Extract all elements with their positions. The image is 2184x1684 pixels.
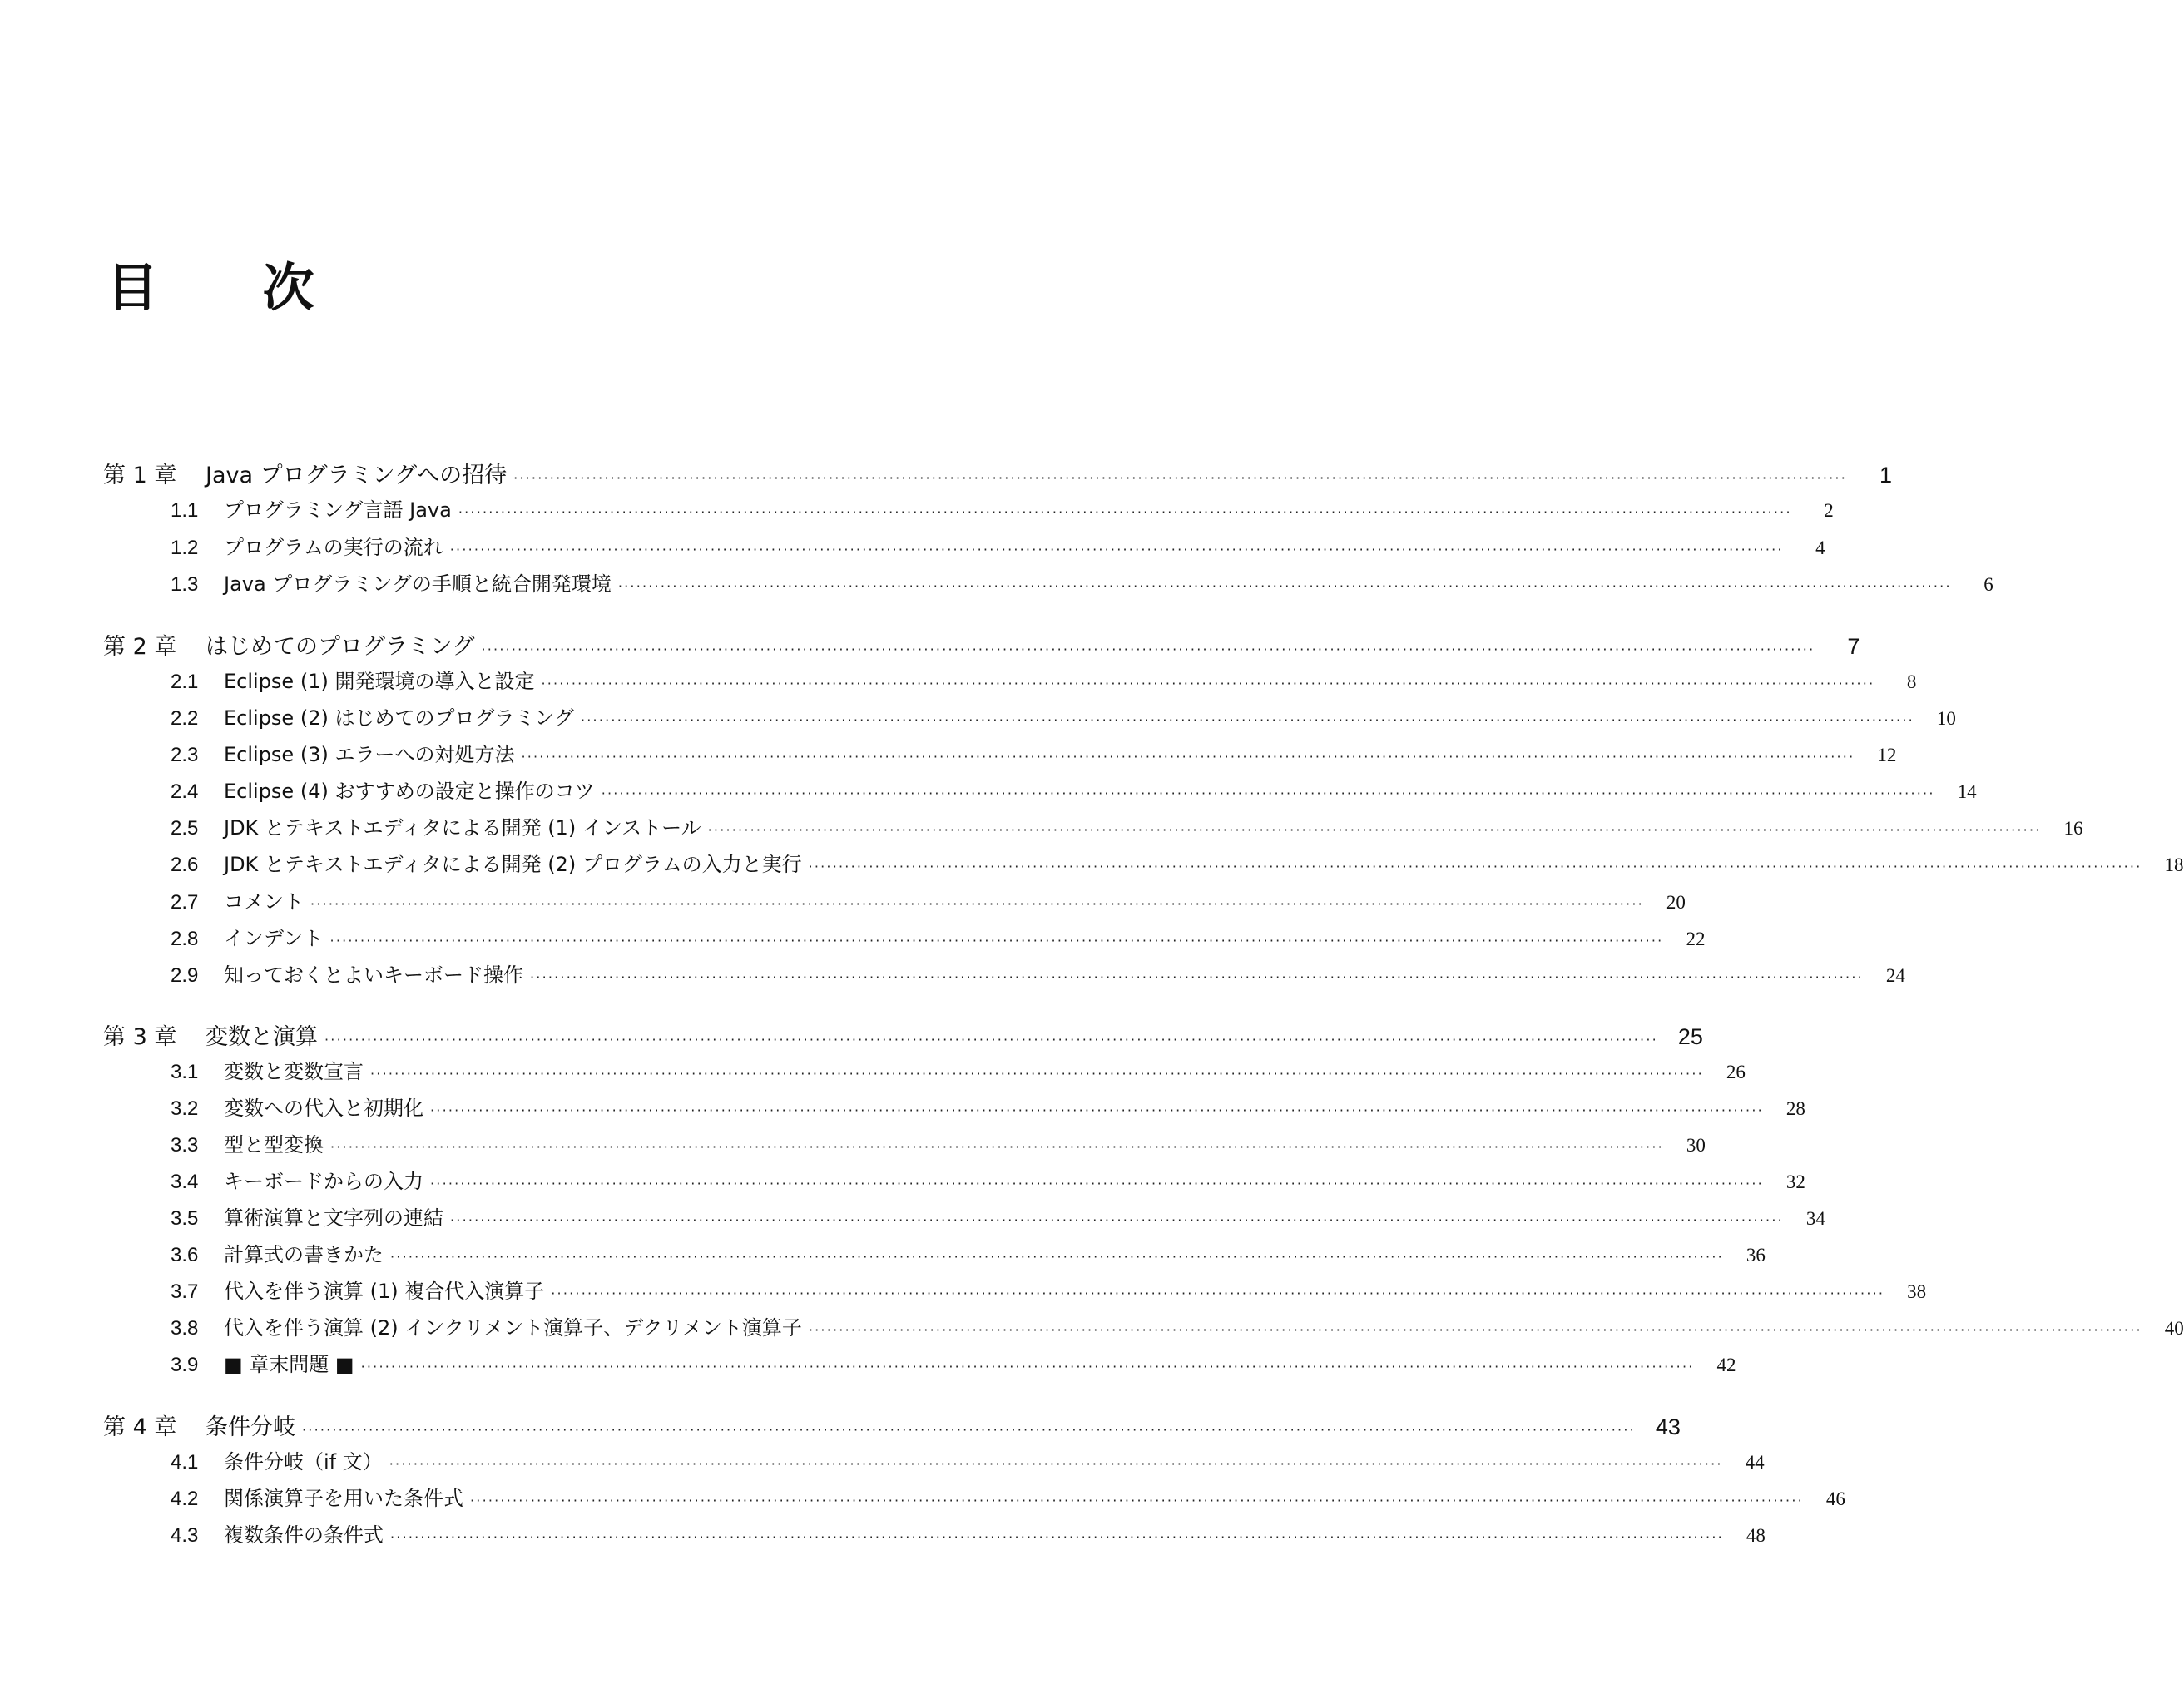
toc-section-1-3[interactable] <box>171 569 1993 599</box>
section-page-number: 32 <box>1785 1171 1805 1192</box>
toc-section-2-4[interactable] <box>171 776 1977 806</box>
toc-section-2-9[interactable] <box>171 960 1905 990</box>
dot-leader: ···························································································································································································································· <box>458 504 1792 520</box>
section-page-number: 12 <box>1877 745 1897 765</box>
section-number: 4.3 <box>171 1524 199 1547</box>
dot-leader: ···························································································································································································································· <box>617 578 1952 594</box>
dot-leader: ···························································································································································································································· <box>601 785 1935 801</box>
chapter-page-number: 1 <box>1879 463 1892 488</box>
section-page-number: 2 <box>1824 500 1834 521</box>
section-title: プログラミング言語 Java <box>224 498 452 522</box>
section-title: インデント <box>224 927 324 950</box>
section-title: 計算式の書きかた <box>224 1243 384 1266</box>
dot-leader: ···························································································································································································································· <box>330 1139 1664 1155</box>
section-number: 3.1 <box>171 1061 199 1083</box>
section-number: 2.5 <box>171 817 199 840</box>
dot-leader: ···························································································································································································································· <box>450 1212 1784 1228</box>
section-page-number: 42 <box>1716 1355 1736 1375</box>
dot-leader: ···························································································································································································································· <box>329 933 1664 948</box>
dot-leader: ···························································································································································································································· <box>324 1032 1658 1048</box>
toc-section-3-1[interactable] <box>171 1057 1746 1087</box>
section-number: 3.4 <box>171 1171 199 1193</box>
chapter-page-number: 25 <box>1677 1024 1703 1049</box>
chapter-title: はじめてのプログラミング <box>206 634 475 660</box>
dot-leader: ···························································································································································································································· <box>302 1422 1636 1438</box>
section-title: コメント <box>224 890 304 914</box>
section-page-number: 40 <box>2164 1318 2184 1339</box>
section-number: 2.3 <box>171 744 199 766</box>
section-title: 代入を伴う演算 (2) インクリメント演算子、デクリメント演算子 <box>224 1316 802 1340</box>
toc-section-4-2[interactable] <box>171 1483 1845 1513</box>
toc-section-3-8[interactable] <box>171 1313 2184 1343</box>
section-title: 算術演算と文字列の連結 <box>224 1206 443 1230</box>
dot-leader: ···························································································································································································································· <box>481 641 1815 657</box>
toc-section-4-1[interactable] <box>171 1447 1765 1477</box>
toc-section-2-7[interactable] <box>171 887 1686 917</box>
chapter-number: 第 1 章 <box>103 463 177 488</box>
section-page-number: 38 <box>1907 1281 1927 1302</box>
section-page-number: 20 <box>1666 892 1686 913</box>
toc-chapter-2[interactable] <box>103 630 1860 663</box>
toc-section-3-7[interactable] <box>171 1276 1927 1306</box>
dot-leader: ···························································································································································································································· <box>470 1493 1804 1508</box>
toc-section-1-2[interactable] <box>171 532 1825 562</box>
toc-chapter-1[interactable] <box>103 458 1892 492</box>
toc-section-2-1[interactable] <box>171 666 1917 696</box>
chapter-number: 第 3 章 <box>103 1024 177 1050</box>
section-page-number: 44 <box>1745 1452 1765 1473</box>
chapter-page-number: 7 <box>1847 634 1860 659</box>
section-page-number: 24 <box>1885 965 1905 986</box>
section-page-number: 8 <box>1906 671 1917 692</box>
dot-leader: ···························································································································································································································· <box>707 822 2042 838</box>
section-page-number: 18 <box>2164 854 2184 875</box>
section-title: Eclipse (4) おすすめの設定と操作のコツ <box>224 780 595 803</box>
section-title: 変数への代入と初期化 <box>224 1097 423 1120</box>
section-title: 知っておくとよいキーボード操作 <box>224 963 523 987</box>
section-page-number: 46 <box>1825 1488 1845 1509</box>
section-number: 3.2 <box>171 1097 199 1120</box>
section-page-number: 10 <box>1936 708 1956 729</box>
toc-chapter-3[interactable] <box>103 1020 1703 1053</box>
toc-section-3-5[interactable] <box>171 1203 1825 1233</box>
section-page-number: 4 <box>1815 537 1825 558</box>
section-number: 4.1 <box>171 1451 199 1474</box>
dot-leader: ···························································································································································································································· <box>430 1102 1764 1118</box>
toc-section-1-1[interactable] <box>171 495 1834 525</box>
toc-section-3-9[interactable] <box>171 1350 1736 1379</box>
section-title: 条件分岐（if 文） <box>224 1450 383 1474</box>
section-title: ■ 章末問題 ■ <box>224 1353 354 1376</box>
section-number: 2.6 <box>171 854 199 876</box>
dot-leader: ···························································································································································································································· <box>580 712 1914 728</box>
toc-section-2-3[interactable] <box>171 740 1897 770</box>
chapter-title: 条件分岐 <box>206 1414 295 1440</box>
dot-leader: ···························································································································································································································· <box>808 1322 2142 1338</box>
section-number: 2.8 <box>171 928 199 950</box>
section-title: 関係演算子を用いた条件式 <box>224 1487 463 1510</box>
toc-section-3-6[interactable] <box>171 1240 1766 1270</box>
section-number: 3.9 <box>171 1354 199 1376</box>
dot-leader: ···························································································································································································································· <box>390 1529 1724 1545</box>
dot-leader: ···························································································································································································································· <box>430 1176 1764 1191</box>
section-title: 代入を伴う演算 (1) 複合代入演算子 <box>224 1280 545 1303</box>
section-page-number: 14 <box>1957 781 1977 802</box>
section-page-number: 48 <box>1746 1525 1766 1546</box>
chapter-page-number: 43 <box>1655 1414 1681 1439</box>
dot-leader: ···························································································································································································································· <box>360 1359 1695 1374</box>
toc-section-4-3[interactable] <box>171 1520 1766 1550</box>
toc-section-3-2[interactable] <box>171 1093 1805 1123</box>
section-number: 3.7 <box>171 1280 199 1303</box>
dot-leader: ···························································································································································································································· <box>530 969 1864 985</box>
section-title: 型と型変換 <box>224 1133 324 1157</box>
section-number: 1.3 <box>171 573 199 596</box>
section-number: 2.4 <box>171 780 199 803</box>
toc-section-2-5[interactable] <box>171 813 2083 843</box>
section-title: プログラムの実行の流れ <box>224 536 443 559</box>
dot-leader: ···························································································································································································································· <box>808 859 2142 874</box>
toc-section-2-2[interactable] <box>171 703 1956 733</box>
page-title: 目 次 <box>106 257 358 318</box>
section-title: Eclipse (2) はじめてのプログラミング <box>224 706 574 730</box>
section-number: 3.6 <box>171 1244 199 1266</box>
dot-leader: ···························································································································································································································· <box>389 1456 1723 1472</box>
section-number: 1.2 <box>171 537 199 559</box>
toc-chapter-4[interactable] <box>103 1410 1681 1444</box>
dot-leader: ···························································································································································································································· <box>449 542 1784 557</box>
section-number: 4.2 <box>171 1488 199 1510</box>
section-page-number: 22 <box>1686 929 1706 949</box>
section-number: 2.2 <box>171 707 199 730</box>
section-page-number: 36 <box>1746 1245 1766 1265</box>
section-page-number: 28 <box>1785 1098 1805 1119</box>
section-number: 2.9 <box>171 964 199 987</box>
section-number: 2.1 <box>171 671 199 693</box>
section-title: JDK とテキストエディタによる開発 (1) インストール <box>224 816 701 840</box>
section-title: Eclipse (3) エラーへの対処方法 <box>224 743 515 766</box>
section-number: 3.3 <box>171 1134 199 1157</box>
section-title: Eclipse (1) 開発環境の導入と設定 <box>224 670 535 693</box>
section-number: 3.5 <box>171 1207 199 1230</box>
toc-section-3-3[interactable] <box>171 1130 1706 1160</box>
section-number: 2.7 <box>171 891 199 914</box>
section-title: JDK とテキストエディタによる開発 (2) プログラムの入力と実行 <box>224 853 802 876</box>
dot-leader: ···························································································································································································································· <box>541 676 1875 691</box>
chapter-number: 第 4 章 <box>103 1414 177 1440</box>
section-page-number: 16 <box>2063 818 2083 839</box>
toc-section-2-8[interactable] <box>171 924 1706 953</box>
chapter-number: 第 2 章 <box>103 634 177 660</box>
section-page-number: 34 <box>1805 1208 1825 1229</box>
section-title: Java プログラミングの手順と統合開発環境 <box>224 572 612 596</box>
section-title: 複数条件の条件式 <box>224 1523 384 1547</box>
toc-section-2-6[interactable] <box>171 849 2184 879</box>
dot-leader: ···························································································································································································································· <box>310 896 1644 912</box>
chapter-title: 変数と演算 <box>206 1024 318 1050</box>
dot-leader: ···························································································································································································································· <box>551 1285 1885 1301</box>
toc-section-3-4[interactable] <box>171 1166 1805 1196</box>
section-number: 3.8 <box>171 1317 199 1340</box>
dot-leader: ···························································································································································································································· <box>521 749 1855 765</box>
section-page-number: 26 <box>1726 1062 1746 1082</box>
chapter-title: Java プログラミングへの招待 <box>206 463 508 488</box>
dot-leader: ···························································································································································································································· <box>370 1066 1704 1082</box>
section-page-number: 6 <box>1983 574 1993 595</box>
section-title: 変数と変数宣言 <box>224 1060 364 1083</box>
section-title: キーボードからの入力 <box>224 1170 423 1193</box>
section-page-number: 30 <box>1686 1135 1706 1156</box>
dot-leader: ···························································································································································································································· <box>513 470 1847 486</box>
section-number: 1.1 <box>171 499 199 522</box>
dot-leader: ···························································································································································································································· <box>390 1249 1724 1265</box>
